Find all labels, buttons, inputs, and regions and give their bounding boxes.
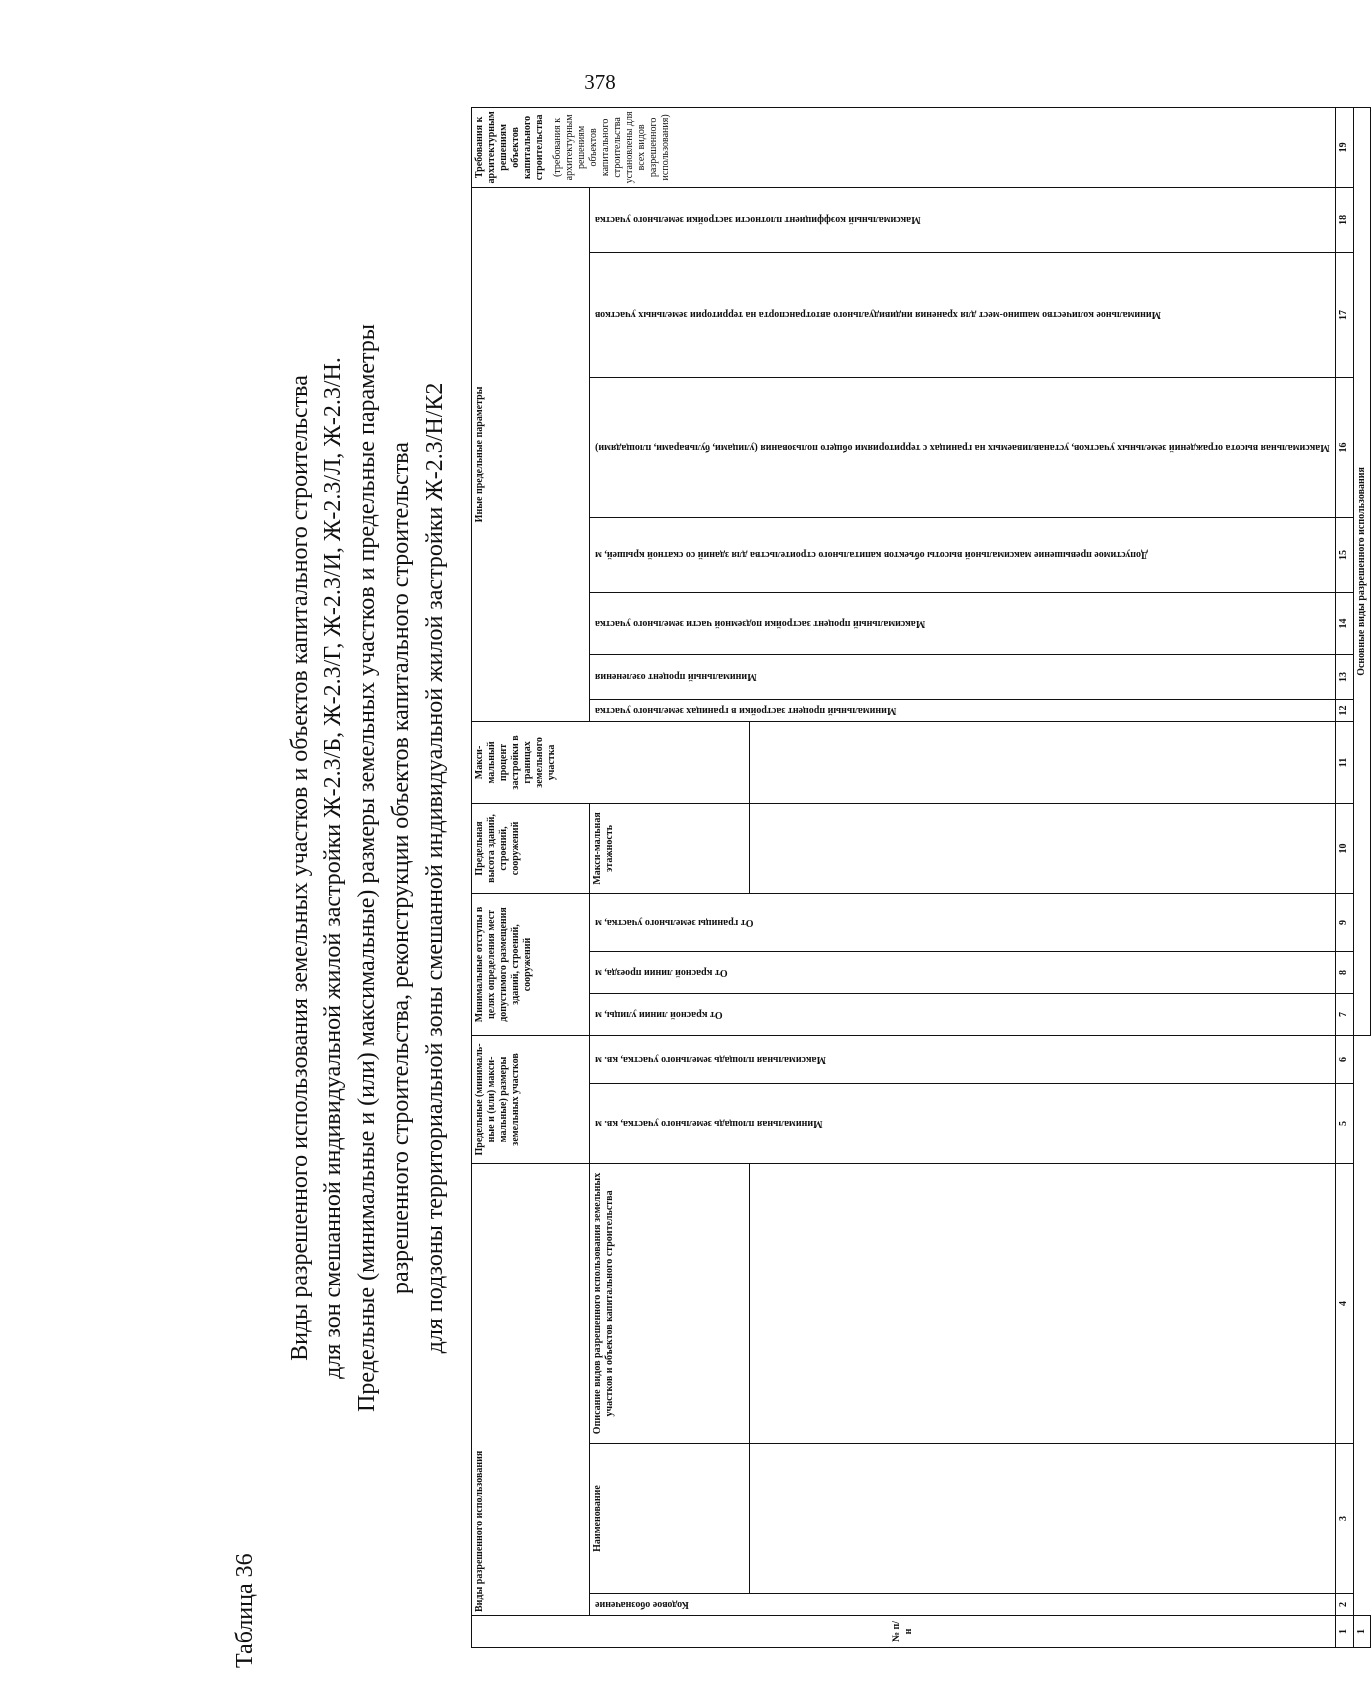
column-number: 2 (1335, 1594, 1353, 1616)
column-number: 8 (1335, 951, 1353, 993)
header-col-15: Допустимое превышение максимальной высоты объектов капитального строительства для зданий со скатной крышей, м (590, 517, 1336, 592)
column-number: 3 (1335, 1444, 1353, 1594)
heading-line-5: для подзоны территориальной зоны смешанной индивидуальной жилой застройки Ж-2.3/Н/К2 (422, 382, 448, 1354)
header-code: Кодовое обозначение (590, 1594, 1336, 1616)
section-row (1353, 107, 1370, 1647)
column-number: 13 (1335, 654, 1353, 699)
column-number: 11 (1335, 721, 1353, 803)
page-number: 378 (584, 70, 616, 94)
header-name-space (749, 1444, 1335, 1594)
section-row-number: 1 (1353, 1616, 1370, 1648)
header-architecture-note: (требования к архитектурным решениям объектов капитального строительства установлены для всех видов разрешенного использования) (552, 111, 671, 184)
header-build-space (749, 721, 1335, 803)
column-number: 18 (1335, 187, 1353, 252)
column-number: 16 (1335, 377, 1353, 517)
heading-line-4: разрешенного строительства, реконструкции объектов капитального строительства (388, 442, 414, 1294)
column-number: 6 (1335, 1035, 1353, 1083)
column-number: 19 (1335, 107, 1353, 187)
header-group-setbacks: Минимальные отступы в целях определения мест допустимого размещения зданий, строений, сооружений (472, 893, 590, 1035)
header-row-number: № п/н (472, 1616, 1336, 1648)
column-numbers-row (1335, 107, 1353, 1647)
heading-line-1: Виды разрешенного использования земельных участков и объектов капитального строительства (287, 375, 313, 1361)
section-gap (1353, 1035, 1370, 1615)
header-col-13: Минимальный процент озеленения (590, 654, 1336, 699)
column-number: 5 (1335, 1083, 1353, 1163)
heading-line-3: Предельные (минимальные и (или) максимальные) размеры земельных участков и предельные параметры (354, 324, 380, 1412)
header-description: Описание видов разрешенного использования земельных участков и объектов капитального строительства (590, 1163, 750, 1443)
column-number: 4 (1335, 1163, 1353, 1443)
header-col-17: Минимальное количество машино-мест для хранения индивидуального автотранспорта на территории земельных участков (590, 252, 1336, 377)
header-description-space (749, 1163, 1335, 1443)
column-number: 17 (1335, 252, 1353, 377)
table-label: Таблица 36 (232, 1553, 258, 1668)
header-col-12: Минимальный процент застройки в границах земельного участка (590, 699, 1336, 721)
header-min-area: Минимальная площадь земельного участка, кв. м (590, 1083, 1336, 1163)
header-setback-street: От красной линии улицы, м (590, 993, 1336, 1035)
column-number: 7 (1335, 993, 1353, 1035)
header-setback-border: От границы земельного участка, м (590, 893, 1336, 951)
header-name: Наименование (590, 1444, 750, 1594)
header-col-14: Максимальный процент застройки подземной части земельного участка (590, 592, 1336, 654)
header-col-18: Максимальный коэффициент плотности застройки земельного участка (590, 187, 1336, 252)
column-number: 14 (1335, 592, 1353, 654)
zoning-rules-table (471, 107, 1371, 1648)
header-floors-space (749, 803, 1335, 893)
section-title: Основные виды разрешенного использования (1353, 107, 1370, 1035)
header-max-floors: Макси-мальная этажность (590, 803, 750, 893)
header-max-area: Максимальная площадь земельного участка, кв. м (590, 1035, 1336, 1083)
column-number: 9 (1335, 893, 1353, 951)
rotated-sheet (192, 68, 1367, 1668)
header-group-vri: Виды разрешенного использования (472, 1163, 590, 1615)
header-setback-drive: От красной линии проезда, м (590, 951, 1336, 993)
header-group-other: Иные предельные параметры (472, 187, 590, 721)
header-architecture (472, 107, 1336, 187)
header-architecture-title: Требования к архитектурным решениям объектов капитального строительства (474, 111, 545, 184)
header-col-16: Максимальная высота ограждений земельных участков, устанавливаемых на границах с территориями общего пользования (улицами, бульварами, площадями) (590, 377, 1336, 517)
column-number: 12 (1335, 699, 1353, 721)
header-group-height: Предельная высота зданий, строений, сооружений (472, 803, 590, 893)
heading-line-2: для зон смешанной индивидуальной жилой застройки Ж-2.3/Б, Ж-2.3/Г, Ж-2.3/И, Ж-2.3/Л, Ж-2.3/Н. (320, 357, 346, 1379)
header-max-build-percent: Макси-мальный процент застройки в границах земельного участка (472, 721, 750, 803)
column-number: 15 (1335, 517, 1353, 592)
column-number: 1 (1335, 1616, 1353, 1648)
column-number: 10 (1335, 803, 1353, 893)
header-group-sizes: Предельные (минималь-ные и (или) макси-мальные) размеры земельных участков (472, 1035, 590, 1163)
